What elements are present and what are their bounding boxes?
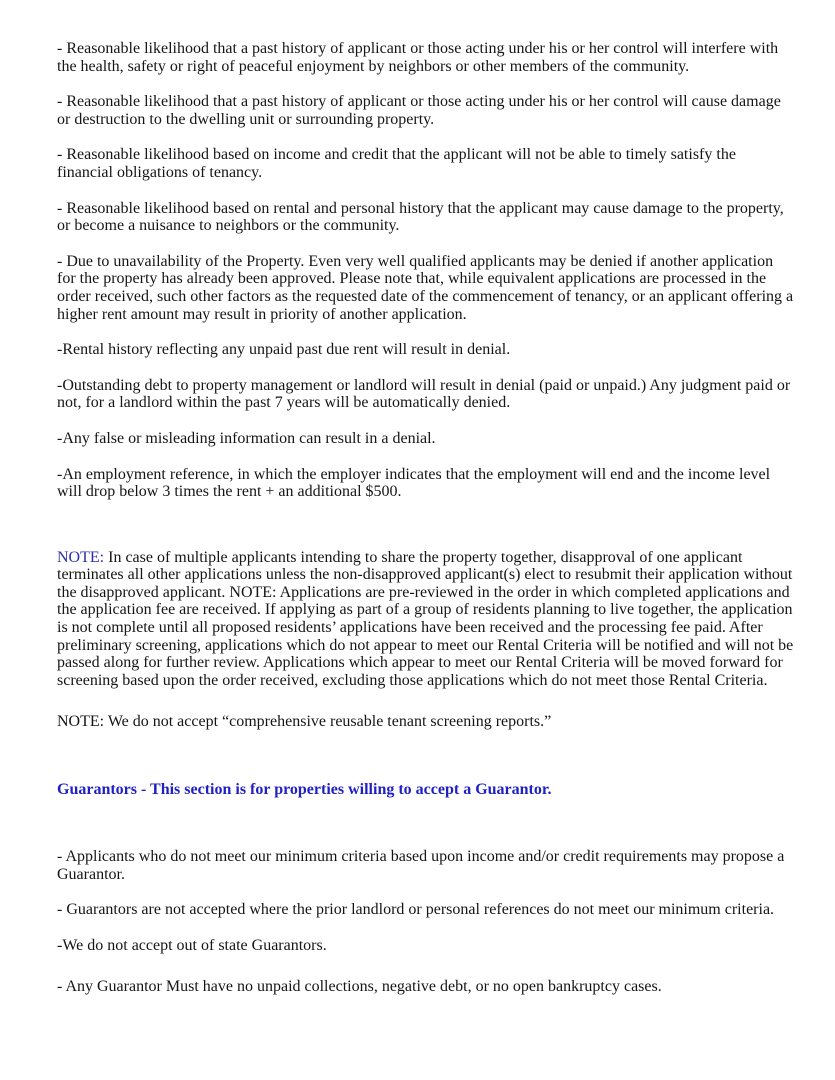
guarantor-criteria-paragraph: - Applicants who do not meet our minimum criteria based upon income and/or credit requirements may propose a Guarantor. [57,848,785,883]
guarantor-criteria-paragraph: - Guarantors are not accepted where the prior landlord or personal references do not meet our minimum criteria. [57,901,775,919]
note-body-text: In case of multiple applicants intending to share the property together, disapproval of one applicant terminates all other applications unless the non-disapproved applicant(s) elect to resubmit their application without the disapproved applicant. NOTE: Applications are pre-reviewed in the order in which completed applications and the application fee are received. If applying as part of a group of residents planning to live together, the application is not complete until all proposed residents’ applications have been received and the processing fee paid. After preliminary screening, applications which do not appear to meet our Rental Criteria will be notified and will not be passed along for further review. Applications which appear to meet our Rental Criteria will be moved forward for screening based upon the order received, excluding those applications which do not meet those Rental Criteria. [57,548,794,689]
denial-criteria-paragraph: - Reasonable likelihood that a past history of applicant or those acting under his or her control will interfere with the health, safety or right of peaceful enjoyment by neighbors or other members of the community. [57,40,779,75]
denial-criteria-paragraph: -An employment reference, in which the employer indicates that the employment will end and the income level will drop below 3 times the rent + an additional $500. [57,465,771,501]
denial-criteria-paragraph: -Rental history reflecting any unpaid past due rent will result in denial. [57,341,511,359]
denial-criteria-paragraph: - Reasonable likelihood based on income and credit that the applicant will not be able to timely satisfy the financial obligations of tenancy. [57,146,736,181]
guarantors-section-heading: Guarantors - This section is for properties willing to accept a Guarantor. [57,781,552,799]
guarantor-criteria-paragraph: -We do not accept out of state Guarantors. [57,936,327,954]
note-label: NOTE: [57,548,105,566]
denial-criteria-paragraph: -Any false or misleading information can result in a denial. [57,429,436,447]
denial-criteria-paragraph: - Reasonable likelihood based on rental and personal history that the applicant may cause damage to the property, or become a nuisance to neighbors or the community. [57,199,784,235]
denial-criteria-paragraph: -Outstanding debt to property management or landlord will result in denial (paid or unpaid.) Any judgment paid or not, for a landlord within the past 7 years will be automatically denied. [57,376,791,412]
screening-reports-note-paragraph: NOTE: We do not accept “comprehensive reusable tenant screening reports.” [57,713,552,731]
multiple-applicants-note-paragraph [57,549,794,690]
guarantor-criteria-paragraph: - Any Guarantor Must have no unpaid collections, negative debt, or no open bankruptcy cases. [57,978,662,996]
denial-criteria-paragraph: - Reasonable likelihood that a past history of applicant or those acting under his or her control will cause damage or destruction to the dwelling unit or surrounding property. [57,93,781,128]
denial-criteria-paragraph: - Due to unavailability of the Property. Even very well qualified applicants may be denied if another application for the property has already been approved. Please note that, while equivalent applications are processed in the order received, such other factors as the requested date of the commencement of tenancy, or an applicant offering a higher rent amount may result in priority of another application. [57,252,794,323]
rental-criteria-document [57,40,794,1014]
